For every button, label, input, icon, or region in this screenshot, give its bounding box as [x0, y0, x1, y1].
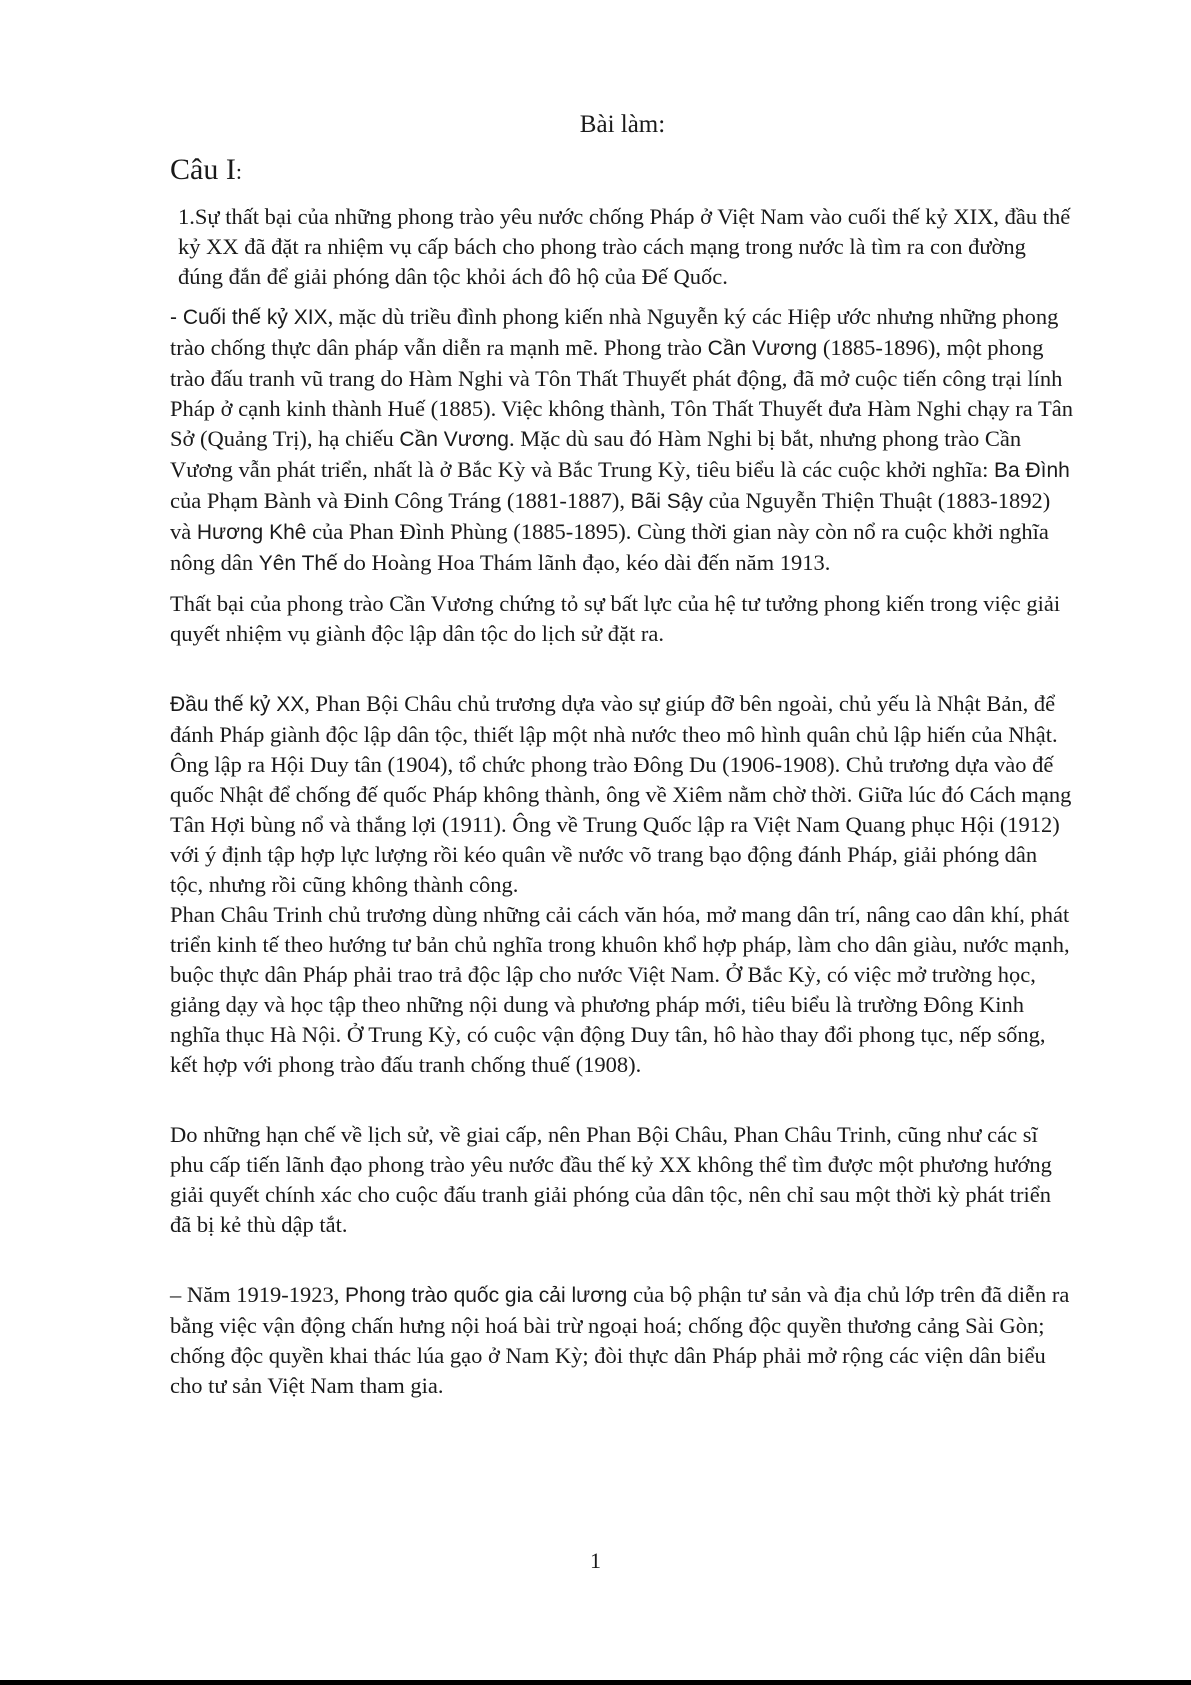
text-span: , Phan Bội Châu chủ trương dựa vào sự giúp đỡ bên ngoài, chủ yếu là Nhật Bản, để đánh Pháp giành độc lập dân tộc, thiết lập một nhà nước theo mô hình quân chủ lập hiến của Nhật. Ông lập ra Hội Duy tân (1904), tổ chức phong trào Đông Du (1906-1908). Chủ trương dựa vào đế quốc Nhật để chống đế quốc Pháp không thành, ông về Xiêm nằm chờ thời. Giữa lúc đó Cách mạng Tân Hợi bùng nổ và thắng lợi (1911). Ông về Trung Quốc lập ra Việt Nam Quang phục Hội (1912) với ý định tập hợp lực lượng rồi kéo quân về nước võ trang bạo động đánh Pháp, giải phóng dân tộc, nhưng rồi cũng không thành công. — [170, 691, 1072, 897]
text-span: . Mặc dù sau đó Hàm Nghi bị bắt, nhưng phong trào Cần Vương vẫn phát triển, nhất là ở Bắc Kỳ và Bắc Trung Kỳ, tiêu biểu là các cuộc khởi nghĩa: — [170, 426, 1022, 482]
highlight-yen-the: Yên Thế — [258, 552, 338, 575]
text-span: của Nguyễn Thiện Thuật (1883-1892) và — [170, 488, 1051, 544]
page-number: 1 — [590, 1548, 601, 1573]
paragraph-intro: 1.Sự thất bại của những phong trào yêu nước chống Pháp ở Việt Nam vào cuối thế kỷ XIX, đầu thế kỷ XX đã đặt ra nhiệm vụ cấp bách cho phong trào cách mạng trong nước là tìm ra con đường đúng đắn để giải phóng dân tộc khỏi ách đô hộ của Đế Quốc. — [178, 204, 1071, 289]
highlight-can-vuong: Cần Vương — [707, 337, 818, 360]
paragraph-can-vuong-failure: Thất bại của phong trào Cần Vương chứng tỏ sự bất lực của hệ tư tưởng phong kiến trong việc giải quyết nhiệm vụ giành độc lập dân tộc do lịch sử đặt ra. — [170, 591, 1061, 646]
question-title — [170, 152, 1075, 190]
document-page — [170, 110, 1075, 1401]
paragraph-early-20th-century — [170, 689, 1075, 900]
span-late-19th: - Cuối thế kỷ XIX — [170, 306, 328, 329]
highlight-huong-khe: Hương Khê — [196, 521, 307, 544]
paragraph-phan-chau-trinh: Phan Châu Trinh chủ trương dùng những cải cách văn hóa, mở mang dân trí, nâng cao dân khí, phát triển kinh tế theo hướng tư bản chủ nghĩa trong khuôn khổ hợp pháp, làm cho dân giàu, nước mạnh, buộc thực dân Pháp phải trao trả độc lập cho nước Việt Nam. Ở Bắc Kỳ, có việc mở trường học, giảng dạy và học tập theo những nội dung và phương pháp mới, tiêu biểu là trường Đông Kinh nghĩa thục Hà Nội. Ở Trung Kỳ, có cuộc vận động Duy tân, hô hào thay đổi phong tục, nếp sống, kết hợp với phong trào đấu tranh chống thuế (1908). — [170, 902, 1070, 1077]
text-span: , mặc dù triều đình phong kiến nhà Nguyễn ký các Hiệp ước nhưng những phong trào chống thực dân pháp vẫn diễn ra mạnh mẽ. Phong trào — [170, 304, 1059, 360]
question-colon: : — [235, 159, 242, 184]
paragraph-limitations: Do những hạn chế về lịch sử, về giai cấp, nên Phan Bội Châu, Phan Châu Trinh, cũng như các sĩ phu cấp tiến lãnh đạo phong trào yêu nước đầu thế kỷ XX không thể tìm được một phương hướng giải quyết chính xác cho cuộc đấu tranh giải phóng của dân tộc, nên chỉ sau một thời kỳ phát triển đã bị kẻ thù dập tắt. — [170, 1122, 1052, 1237]
highlight-can-vuong-2: Cần Vương — [399, 428, 509, 451]
text-span: của bộ phận tư sản và địa chủ lớp trên đã diễn ra bằng việc vận động chấn hưng nội hoá bài trừ ngoại hoá; chống độc quyền thương cảng Sài Gòn; chống độc quyền khai thác lúa gạo ở Nam Kỳ; đòi thực dân Pháp phải mở rộng các viện dân biểu cho tư sản Việt Nam tham gia. — [170, 1282, 1070, 1398]
highlight-bai-say: Bãi Sậy — [630, 490, 703, 513]
text-span: – Năm 1919-1923, — [170, 1282, 345, 1307]
page-bottom-edge — [0, 1680, 1191, 1685]
question-label: Câu I — [170, 153, 236, 186]
highlight-ba-dinh: Ba Đình — [993, 459, 1070, 482]
paragraph-1919-1923 — [170, 1280, 1075, 1401]
span-early-20th: Đầu thế kỷ XX — [170, 693, 305, 716]
page-heading: Bài làm: — [579, 111, 666, 138]
text-span: của Phạm Bành và Đinh Công Tráng (1881-1887), — [170, 488, 631, 513]
highlight-reform-movement: Phong trào quốc gia cải lương — [344, 1284, 628, 1307]
text-span: do Hoàng Hoa Thám lãnh đạo, kéo dài đến năm 1913. — [337, 550, 831, 575]
text-span: của Phan Đình Phùng (1885-1895). Cùng thời gian này còn nổ ra cuộc khởi nghĩa nông dân — [170, 519, 1049, 575]
text-span: (1885-1896), một phong trào đấu tranh vũ trang do Hàm Nghi và Tôn Thất Thuyết phát động, đã mở cuộc tiến công trại lính Pháp ở cạnh kinh thành Huế (1885). Việc không thành, Tôn Thất Thuyết đưa Hàm Nghi chạy ra Tân Sở (Quảng Trị), hạ chiếu — [170, 335, 1073, 451]
paragraph-late-19th-century — [170, 302, 1075, 579]
